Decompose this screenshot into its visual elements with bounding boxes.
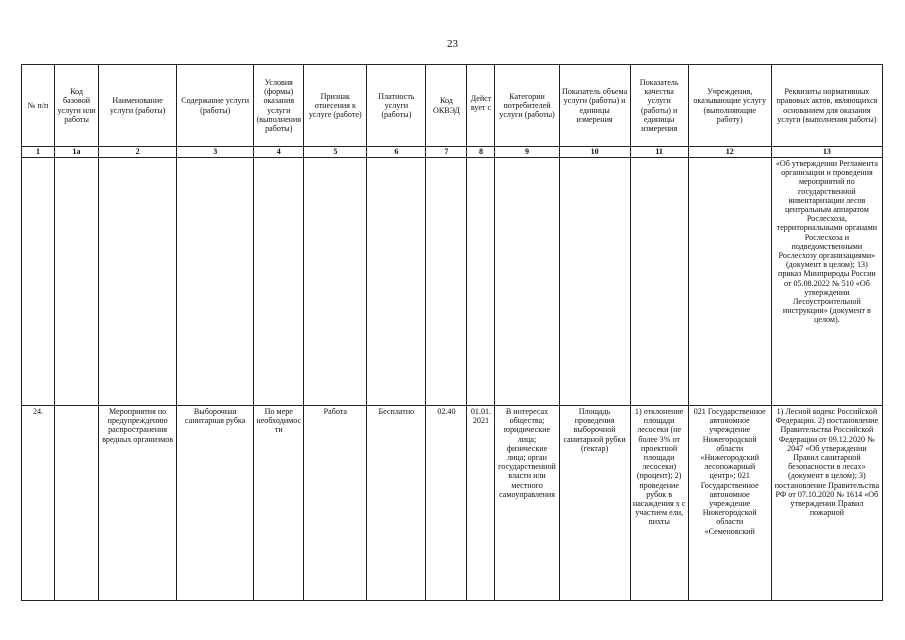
column-number: 4: [254, 147, 304, 158]
column-number: 6: [367, 147, 426, 158]
column-number: 2: [99, 147, 177, 158]
header-cell-okved: Код ОКВЭД: [426, 65, 467, 147]
table-row-24: [22, 406, 883, 601]
header-cell-attribute: Признак отнесения к услуге (работе): [304, 65, 367, 147]
column-number: 11: [630, 147, 688, 158]
header-cell-legal-acts: Реквизиты нормативных правовых актов, являющихся основанием для оказания услуги (выполнения работы): [771, 65, 882, 147]
header-cell-volume: Показатель объема услуги (работы) и единицы измерения: [559, 65, 630, 147]
column-number: 10: [559, 147, 630, 158]
table-row-continuation: [22, 158, 883, 406]
table-cell: [304, 158, 367, 406]
column-number: 8: [467, 147, 495, 158]
legal-acts-cell: 1) Лесной кодекс Российской Федерации. 2) постановление Правительства Российской Федерации от 09.12.2020 № 2047 «Об утверждении Правил санитарной безопасности в лесах» (документ в целом); 3) постановление Правительства РФ от 07.10.2020 № 1614 «Об утверждении Правил пожарной: [771, 406, 882, 601]
header-valid-from-label: Действует с: [470, 93, 492, 112]
header-cell-payment: Платность услуги (работы): [367, 65, 426, 147]
header-cell-name: Наименование услуги (работы): [99, 65, 177, 147]
header-cell-consumers: Категории потребителей услуги (работы): [495, 65, 559, 147]
header-cell-valid-from: [467, 65, 495, 147]
service-content-cell: Выборочная санитарная рубка: [177, 406, 254, 601]
services-registry-table: [21, 64, 883, 601]
conditions-cell: По мере необходимости: [254, 406, 304, 601]
table-cell: [630, 158, 688, 406]
table-cell: [254, 158, 304, 406]
volume-indicator-cell: Площадь проведения выборочной санитарной рубки (гектар): [559, 406, 630, 601]
service-code-cell: [55, 406, 99, 601]
valid-from-cell: 01.01.2021: [467, 406, 495, 601]
table-cell: [559, 158, 630, 406]
table-cell: [426, 158, 467, 406]
header-cell-conditions: Условия (формы) оказания услуги (выполнения работы): [254, 65, 304, 147]
legal-acts-continuation-cell: «Об утверждении Регламента организации и проведения мероприятий по государственной инвентаризации лесов центральным аппаратом Рослесхоза, территориальными органами Рослесхоза и подведомственными Рослесхозу организациями» (документ в целом); 13) приказ Минприроды России от 05.08.2022 № 510 «Об утверждении Лесоустроительной инструкции» (документ в целом).: [771, 158, 882, 406]
table-cell: [467, 158, 495, 406]
okved-cell: 02.40: [426, 406, 467, 601]
column-number: 1: [22, 147, 55, 158]
column-number: 3: [177, 147, 254, 158]
table-cell: [688, 158, 771, 406]
column-number: 13: [771, 147, 882, 158]
header-row: [22, 65, 883, 147]
service-name-cell: Мероприятия по предупреждению распространения вредных организмов: [99, 406, 177, 601]
column-number: 9: [495, 147, 559, 158]
table-cell: [367, 158, 426, 406]
page-number: 23: [447, 38, 458, 50]
header-cell-content: Содержание услуги (работы): [177, 65, 254, 147]
table-cell: [177, 158, 254, 406]
table-cell: [55, 158, 99, 406]
institutions-cell: 021 Государственное автономное учреждение Нижегородской области «Нижегородский лесопожарный центр»; 021 Государственное автономное учреждение Нижегородской области «Семеновский: [688, 406, 771, 601]
column-number: 5: [304, 147, 367, 158]
column-number: 1а: [55, 147, 99, 158]
header-cell-num: № п/п: [22, 65, 55, 147]
payment-cell: Бесплатно: [367, 406, 426, 601]
header-cell-institutions: Учреждения, оказывающие услугу (выполняющие работу): [688, 65, 771, 147]
table-cell: [22, 158, 55, 406]
column-number: 12: [688, 147, 771, 158]
header-cell-quality: Показатель качества услуги (работы) и единицы измерения: [630, 65, 688, 147]
table-cell: [99, 158, 177, 406]
row-number-cell: 24.: [22, 406, 55, 601]
header-cell-code: Код базовой услуги или работы: [55, 65, 99, 147]
column-number: 7: [426, 147, 467, 158]
table-cell: [495, 158, 559, 406]
column-number-row: [22, 147, 883, 158]
quality-indicator-cell: 1) отклонение площади лесосеки (не более 3% от проектной площади лесосеки) (процент); 2) проведение рубок в насаждения х с участием ели, пихты: [630, 406, 688, 601]
attribute-cell: Работа: [304, 406, 367, 601]
consumers-cell: В интересах общества; юридические лица; физические лица; орган государственной власти или местного самоуправления: [495, 406, 559, 601]
